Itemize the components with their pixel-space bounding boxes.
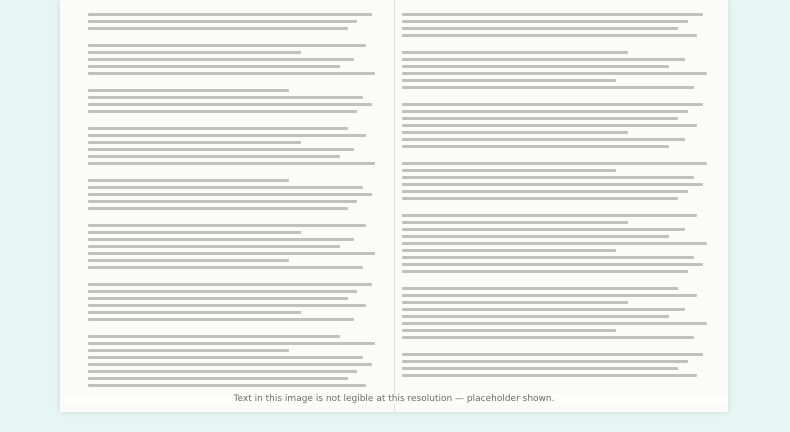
left-section-body	[88, 177, 384, 212]
illegible-text-line	[402, 334, 716, 341]
illegible-text-line	[402, 18, 716, 25]
left-section-heading	[88, 80, 384, 87]
illegible-text-line	[88, 177, 384, 184]
illegible-text-line	[402, 70, 716, 77]
illegible-text-line	[402, 108, 716, 115]
illegible-text-line	[402, 247, 716, 254]
illegible-text-line	[402, 233, 716, 240]
illegible-text-line	[88, 139, 384, 146]
illegible-text-line	[88, 340, 384, 347]
illegible-text-line	[402, 261, 716, 268]
section-gap	[88, 389, 384, 392]
illegible-text-line	[88, 49, 384, 56]
right-section-body	[402, 351, 716, 379]
illegible-text-line	[88, 281, 384, 288]
left-section-body	[88, 87, 384, 115]
left-section-body	[88, 222, 384, 271]
right-section-heading	[402, 94, 716, 101]
illegible-text-line	[88, 295, 384, 302]
right-section-body	[402, 49, 716, 91]
illegible-text-line	[402, 219, 716, 226]
illegible-text-line	[88, 153, 384, 160]
section-gap	[402, 379, 716, 382]
illegible-text-line	[88, 108, 384, 115]
illegible-text-line	[88, 309, 384, 316]
illegible-text-line	[402, 11, 716, 18]
illegible-text-line	[88, 375, 384, 382]
right-text-column	[402, 4, 716, 408]
illegible-text-line	[402, 372, 716, 379]
illegible-text-line	[88, 361, 384, 368]
illegible-text-line	[402, 32, 716, 39]
illegible-text-line	[88, 160, 384, 167]
right-section-heading	[402, 4, 716, 11]
illegible-text-line	[88, 56, 384, 63]
illegible-text-line	[88, 333, 384, 340]
illegible-text-line	[88, 229, 384, 236]
illegible-text-line	[402, 160, 716, 167]
left-section-heading	[88, 35, 384, 42]
illegible-text-line	[402, 167, 716, 174]
illegible-text-line	[88, 42, 384, 49]
illegible-text-line	[88, 125, 384, 132]
illegible-text-line	[402, 101, 716, 108]
left-section-heading	[88, 274, 384, 281]
right-section-body	[402, 101, 716, 150]
illegible-text-line	[402, 56, 716, 63]
left-section-body	[88, 333, 384, 389]
illegible-text-line	[402, 136, 716, 143]
right-section-heading	[402, 344, 716, 351]
illegible-text-line	[88, 18, 384, 25]
left-section-body	[88, 42, 384, 77]
illegible-text-line	[88, 302, 384, 309]
left-section-body	[88, 281, 384, 323]
illegible-text-line	[402, 320, 716, 327]
illegible-text-line	[88, 243, 384, 250]
right-section-body	[402, 285, 716, 341]
illegible-text-line	[402, 292, 716, 299]
illegible-text-line	[88, 101, 384, 108]
illegible-text-line	[88, 257, 384, 264]
illegible-text-line	[402, 358, 716, 365]
illegible-text-line	[88, 236, 384, 243]
illegible-text-line	[88, 70, 384, 77]
package-insert-sheet	[60, 0, 728, 412]
illegible-text-line	[402, 115, 716, 122]
illegible-text-line	[88, 347, 384, 354]
illegible-text-line	[402, 129, 716, 136]
right-section-heading	[402, 205, 716, 212]
right-section-body	[402, 11, 716, 39]
right-section-heading	[402, 42, 716, 49]
illegible-text-line	[88, 354, 384, 361]
illegible-text-line	[402, 351, 716, 358]
illegible-text-line	[88, 146, 384, 153]
legibility-placeholder: Text in this image is not legible at this resolution — placeholder shown.	[60, 394, 728, 404]
fold-crease	[394, 0, 395, 412]
illegible-text-line	[88, 382, 384, 389]
illegible-text-line	[402, 122, 716, 129]
illegible-text-line	[88, 368, 384, 375]
right-section-heading	[402, 153, 716, 160]
illegible-text-line	[402, 327, 716, 334]
illegible-text-line	[402, 181, 716, 188]
left-section-body	[88, 125, 384, 167]
illegible-text-line	[402, 143, 716, 150]
illegible-text-line	[402, 254, 716, 261]
right-section-body	[402, 160, 716, 202]
illegible-text-line	[402, 84, 716, 91]
illegible-text-line	[402, 174, 716, 181]
illegible-text-line	[402, 63, 716, 70]
illegible-text-line	[402, 188, 716, 195]
illegible-text-line	[402, 77, 716, 84]
illegible-text-line	[402, 306, 716, 313]
illegible-text-line	[402, 49, 716, 56]
illegible-text-line	[402, 299, 716, 306]
left-section-heading	[88, 170, 384, 177]
illegible-text-line	[402, 268, 716, 275]
illegible-text-line	[88, 222, 384, 229]
illegible-text-line	[402, 285, 716, 292]
illegible-text-line	[402, 365, 716, 372]
illegible-text-line	[88, 316, 384, 323]
right-section-heading	[402, 278, 716, 285]
left-text-column	[88, 4, 384, 408]
illegible-text-line	[88, 94, 384, 101]
illegible-text-line	[88, 205, 384, 212]
illegible-text-line	[402, 240, 716, 247]
illegible-text-line	[88, 191, 384, 198]
illegible-text-line	[88, 250, 384, 257]
illegible-text-line	[402, 25, 716, 32]
illegible-text-line	[88, 63, 384, 70]
illegible-text-line	[88, 87, 384, 94]
left-section-heading	[88, 4, 384, 11]
illegible-text-line	[88, 184, 384, 191]
illegible-text-line	[88, 198, 384, 205]
illegible-text-line	[88, 25, 384, 32]
left-section-body	[88, 11, 384, 32]
illegible-text-line	[402, 212, 716, 219]
right-section-body	[402, 212, 716, 275]
left-section-heading	[88, 326, 384, 333]
illegible-text-line	[402, 313, 716, 320]
left-section-heading	[88, 215, 384, 222]
illegible-text-line	[88, 288, 384, 295]
illegible-text-line	[402, 226, 716, 233]
left-section-heading	[88, 118, 384, 125]
illegible-text-line	[88, 132, 384, 139]
illegible-text-line	[88, 264, 384, 271]
illegible-text-line	[402, 195, 716, 202]
illegible-text-line	[88, 11, 384, 18]
